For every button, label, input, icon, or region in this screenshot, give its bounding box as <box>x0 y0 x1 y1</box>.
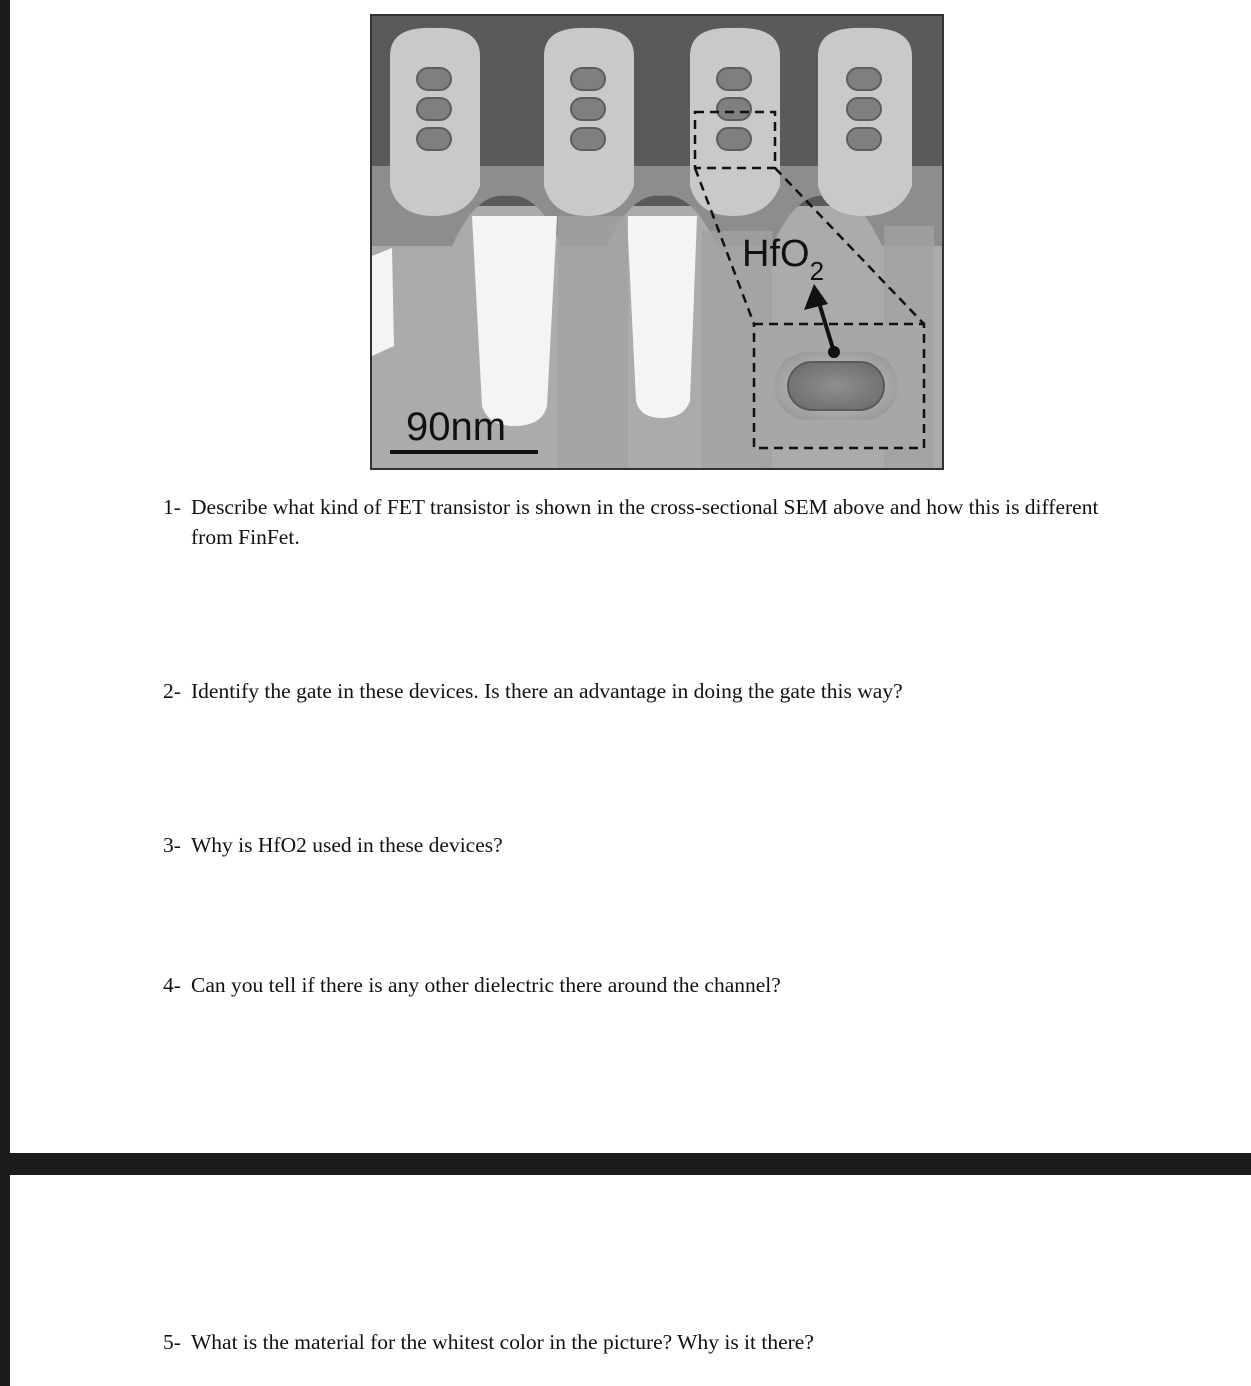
question-2 <box>163 676 1123 706</box>
question-number: 3- <box>163 833 181 857</box>
question-3 <box>163 830 1123 860</box>
question-4 <box>163 970 1123 1000</box>
question-number: 2- <box>163 679 181 703</box>
scale-bar-label: 90nm <box>406 405 507 449</box>
document-page-2 <box>10 1175 1251 1386</box>
question-1 <box>163 492 1123 552</box>
question-number: 1- <box>163 495 181 519</box>
question-text: Describe what kind of FET transistor is shown in the cross-sectional SEM above and how this is different from FinFet. <box>191 495 1099 549</box>
question-text: Why is HfO2 used in these devices? <box>191 833 503 857</box>
hfo2-label: HfO$_2$ <box>742 233 825 286</box>
question-text: Can you tell if there is any other dielectric there around the channel? <box>191 973 781 997</box>
zoom-inset <box>754 324 924 448</box>
sem-cross-section-image <box>370 14 944 470</box>
question-5 <box>163 1327 1123 1357</box>
question-text: What is the material for the whitest color in the picture? Why is it there? <box>191 1330 814 1354</box>
question-number: 5- <box>163 1330 181 1354</box>
document-page-1 <box>10 0 1251 1153</box>
question-text: Identify the gate in these devices. Is there an advantage in doing the gate this way? <box>191 679 903 703</box>
question-number: 4- <box>163 973 181 997</box>
scale-bar <box>390 450 538 454</box>
